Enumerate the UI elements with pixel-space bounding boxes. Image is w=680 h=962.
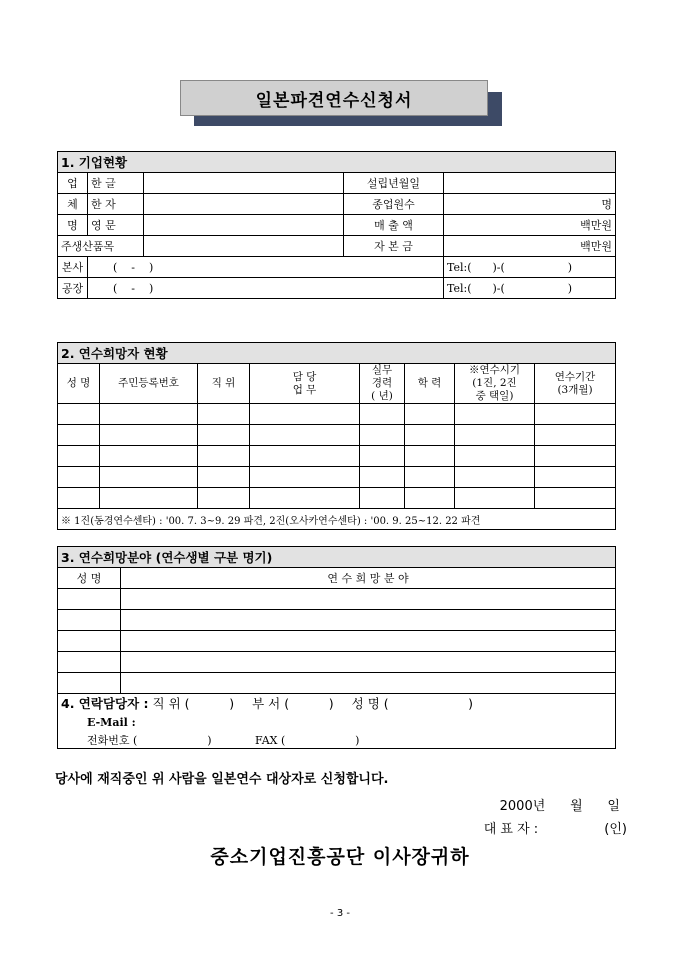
section2-header: 2. 연수희망자 현황 <box>58 343 616 364</box>
field-row[interactable] <box>58 589 616 610</box>
sales-field[interactable]: 백만원 <box>444 215 616 236</box>
name-hanja-field[interactable] <box>144 194 344 215</box>
capital-field[interactable]: 백만원 <box>444 236 616 257</box>
contact-section <box>58 694 616 749</box>
trainee-row[interactable] <box>58 446 616 467</box>
name-korean-field[interactable] <box>144 173 344 194</box>
hq-label: 본사 <box>58 257 88 278</box>
training-schedule-note: ※ 1진(동경연수센타) : '00. 7. 3~9. 29 파견, 2진(오사카연수센타) : '00. 9. 25~12. 22 파견 <box>58 509 616 530</box>
recipient: 중소기업진흥공단 이사장귀하 <box>210 846 470 868</box>
hq-tel-field[interactable]: Tel:( )-( ) <box>444 257 616 278</box>
trainee-row[interactable] <box>58 404 616 425</box>
trainee-row[interactable] <box>58 425 616 446</box>
field-table <box>57 546 616 749</box>
col-name: 성 명 <box>58 364 100 404</box>
title-block <box>180 80 500 124</box>
sales-label: 매 출 액 <box>344 215 444 236</box>
name-label-char-1: 업 <box>58 173 88 194</box>
contact-name[interactable]: 성 명 ( ) <box>351 696 473 711</box>
field-row[interactable] <box>58 673 616 694</box>
name-label-char-3: 명 <box>58 215 88 236</box>
products-label: 주생산품목 <box>58 236 144 257</box>
section3-header: 3. 연수희망분야 (연수생별 구분 명기) <box>58 547 616 568</box>
hq-address-field[interactable] <box>88 257 444 278</box>
factory-address-blank: ( - ) <box>113 281 154 295</box>
name-row-korean: 한 글 <box>88 173 144 194</box>
col-duty: 담 당 업 무 <box>250 364 360 404</box>
trainee-row[interactable] <box>58 488 616 509</box>
employees-field[interactable]: 명 <box>444 194 616 215</box>
contact-phone[interactable]: 전화번호 ( ) <box>87 734 212 747</box>
col-experience: 실무 경력 ( 년) <box>360 364 405 404</box>
trainee-row[interactable] <box>58 467 616 488</box>
field-row[interactable] <box>58 631 616 652</box>
col-training-duration: 연수기간 (3개월) <box>535 364 616 404</box>
founded-field[interactable] <box>444 173 616 194</box>
factory-address-field[interactable] <box>88 278 444 299</box>
col-training-period: ※연수시기 (1진, 2진 중 택일) <box>455 364 535 404</box>
name-english-field[interactable] <box>144 215 344 236</box>
name-row-english: 영 문 <box>88 215 144 236</box>
capital-label: 자 본 금 <box>344 236 444 257</box>
field-desired-col: 연 수 희 망 분 야 <box>121 568 616 589</box>
col-education: 학 력 <box>405 364 455 404</box>
contact-email[interactable]: E-Mail : <box>87 716 136 729</box>
col-position: 직 위 <box>198 364 250 404</box>
employees-label: 종업원수 <box>344 194 444 215</box>
date-line: 2000년 월 일 <box>499 799 620 814</box>
section1-header: 1. 기업현황 <box>58 152 616 173</box>
application-statement: 당사에 재직중인 위 사람을 일본연수 대상자로 신청합니다. <box>55 772 389 787</box>
hq-address-blank: ( - ) <box>113 260 154 274</box>
contact-fax[interactable]: FAX ( ) <box>255 734 360 747</box>
name-label-char-2: 체 <box>58 194 88 215</box>
name-row-hanja: 한 자 <box>88 194 144 215</box>
field-row[interactable] <box>58 610 616 631</box>
trainee-table <box>57 342 616 530</box>
document-title: 일본파견연수신청서 <box>180 80 488 116</box>
products-field[interactable] <box>144 236 344 257</box>
application-form <box>57 151 616 299</box>
representative-line: 대 표 자 : (인) <box>483 822 627 837</box>
factory-label: 공장 <box>58 278 88 299</box>
field-row[interactable] <box>58 652 616 673</box>
col-id-number: 주민등록번호 <box>100 364 198 404</box>
factory-tel-field[interactable]: Tel:( )-( ) <box>444 278 616 299</box>
contact-position[interactable]: 직 위 ( ) <box>152 696 235 711</box>
contact-dept[interactable]: 부 서 ( ) <box>252 696 334 711</box>
field-name-col: 성 명 <box>58 568 121 589</box>
section4-header: 4. 연락담당자 : <box>61 696 149 711</box>
founded-label: 설립년월일 <box>344 173 444 194</box>
page-number: - 3 - <box>330 908 350 919</box>
